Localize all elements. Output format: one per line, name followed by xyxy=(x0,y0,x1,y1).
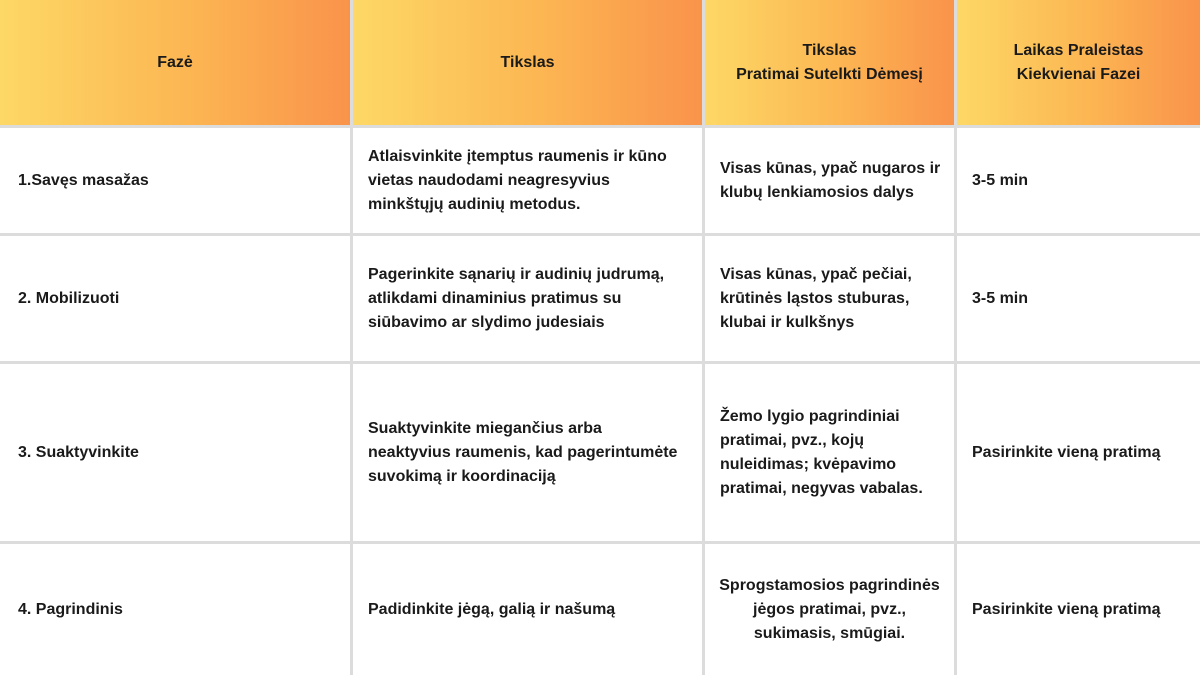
time-text: 3-5 min xyxy=(972,171,1029,189)
header-time-line1: Laikas Praleistas xyxy=(1013,41,1144,59)
table-row-2-phase xyxy=(0,236,353,364)
table-row-4-goal xyxy=(353,544,705,675)
goal-text: Suaktyvinkite miegančius arba neaktyvius raumenis, kad pagerintumėte suvokimą ir koordinaciją xyxy=(368,419,678,485)
goal-text: Padidinkite jėgą, galią ir našumą xyxy=(368,600,616,618)
header-goal-label: Tikslas xyxy=(500,53,555,71)
table-row-4-phase xyxy=(0,544,353,675)
time-text: Pasirinkite vieną pratimą xyxy=(972,600,1161,618)
focus-text: Sprogstamosios pagrindinės jėgos pratimai, pvz., sukimasis, smūgiai. xyxy=(719,576,940,642)
table-row-2-goal xyxy=(353,236,705,364)
goal-text: Atlaisvinkite įtemptus raumenis ir kūno vietas naudodami neagresyvius minkštųjų audinių metodus. xyxy=(368,147,667,213)
header-cell-focus xyxy=(705,0,957,128)
table-row-3-time xyxy=(957,364,1200,544)
phase-text: 3. Suaktyvinkite xyxy=(18,443,139,461)
header-cell-goal xyxy=(353,0,705,128)
table-row-3-phase xyxy=(0,364,353,544)
table-row-1-goal xyxy=(353,128,705,236)
table-row-1-time xyxy=(957,128,1200,236)
focus-text: Visas kūnas, ypač nugaros ir klubų lenkiamosios dalys xyxy=(720,159,941,201)
time-text: Pasirinkite vieną pratimą xyxy=(972,443,1161,461)
phase-text: 2. Mobilizuoti xyxy=(18,289,120,307)
phase-text: 4. Pagrindinis xyxy=(18,600,123,618)
header-focus-line2: Pratimai Sutelkti Dėmesį xyxy=(736,65,923,83)
phase-text: 1.Savęs masažas xyxy=(18,171,149,189)
header-focus-label xyxy=(736,39,923,87)
table-row-3-goal xyxy=(353,364,705,544)
header-time-line2: Kiekvienai Fazei xyxy=(1016,65,1141,83)
table-row-1-phase xyxy=(0,128,353,236)
header-phase-label: Fazė xyxy=(157,53,193,71)
header-focus-line1: Tikslas xyxy=(802,41,857,59)
table-row-1-focus xyxy=(705,128,957,236)
header-cell-phase xyxy=(0,0,353,128)
focus-text: Visas kūnas, ypač pečiai, krūtinės ląstos stuburas, klubai ir kulkšnys xyxy=(720,265,912,331)
time-text: 3-5 min xyxy=(972,289,1029,307)
header-time-label xyxy=(1014,39,1144,87)
table-row-4-focus xyxy=(705,544,957,675)
table-row-3-focus xyxy=(705,364,957,544)
focus-text: Žemo lygio pagrindiniai pratimai, pvz., kojų nuleidimas; kvėpavimo pratimai, negyvas vabalas. xyxy=(720,407,923,497)
header-cell-time xyxy=(957,0,1200,128)
table-row-2-focus xyxy=(705,236,957,364)
table-row-4-time xyxy=(957,544,1200,675)
goal-text: Pagerinkite sąnarių ir audinių judrumą, atlikdami dinaminius pratimus su siūbavimo ar slydimo judesiais xyxy=(368,265,665,331)
table-row-2-time xyxy=(957,236,1200,364)
